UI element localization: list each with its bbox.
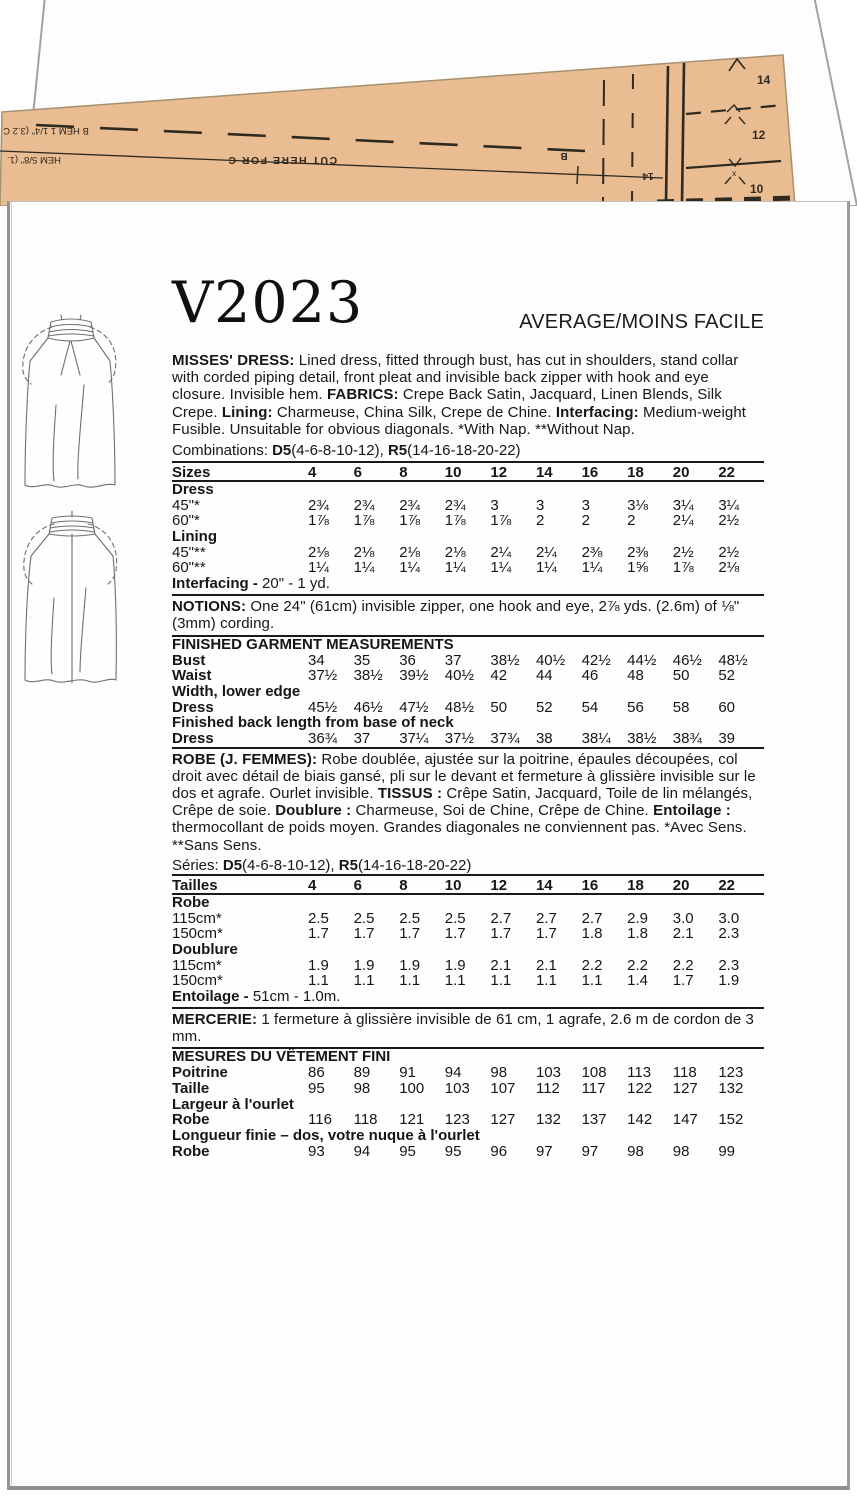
table-cell: 98 bbox=[627, 1142, 644, 1160]
table-row bbox=[172, 1081, 764, 1097]
table-cell: 60"** bbox=[172, 559, 206, 577]
table-cell: 122 bbox=[627, 1080, 653, 1098]
table-cell: 1.7 bbox=[535, 925, 557, 943]
table-cell: 121 bbox=[399, 1111, 425, 1129]
table-row bbox=[172, 926, 764, 942]
table-row bbox=[172, 545, 764, 561]
table-cell: 1.7 bbox=[444, 925, 466, 943]
table-cell: 127 bbox=[672, 1080, 698, 1098]
table-cell: Finished back length from base of neck bbox=[172, 714, 454, 732]
table-cell: 97 bbox=[535, 1142, 553, 1160]
table-cell: 8 bbox=[399, 876, 408, 894]
table-cell: 1⅞ bbox=[399, 512, 421, 530]
table-cell: 1.7 bbox=[490, 925, 512, 943]
tissue-size-14-label: 14 bbox=[757, 73, 771, 87]
text-segment: One 24" (61cm) invisible zipper, one hook and eye, 2⅞ yds. (2.6m) of ⅛" (3mm) cording. bbox=[172, 598, 740, 633]
table-cell: 40½ bbox=[444, 667, 474, 685]
text-segment: (14-16-18-20-22) bbox=[407, 442, 521, 460]
table-cell: 132 bbox=[535, 1111, 561, 1129]
table-cell: 1.1 bbox=[581, 972, 603, 990]
table-cell: 2⅜ bbox=[627, 543, 649, 561]
table-cell: Sizes bbox=[172, 464, 211, 482]
table-cell: 50 bbox=[672, 667, 690, 685]
dress-back-illustration bbox=[14, 508, 120, 696]
table-cell: Poitrine bbox=[172, 1064, 228, 1082]
table-cell: 38¼ bbox=[581, 729, 611, 747]
tissue-cut-here-label: CUT HERE FOR C bbox=[226, 154, 338, 166]
mercerie-line bbox=[172, 1009, 764, 1049]
table-cell: 1.9 bbox=[399, 956, 421, 974]
table-cell: 4 bbox=[308, 876, 317, 894]
table-cell: 2.5 bbox=[444, 909, 466, 927]
table-cell: 2 bbox=[535, 512, 545, 530]
table-cell: 3 bbox=[490, 496, 499, 514]
table-cell: 1¼ bbox=[308, 559, 329, 577]
table-cell: 20 bbox=[672, 464, 690, 482]
table-cell: 22 bbox=[718, 464, 736, 482]
table-cell: 38¾ bbox=[672, 729, 702, 747]
table-cell: 95 bbox=[308, 1080, 325, 1098]
table-cell: 107 bbox=[490, 1080, 516, 1098]
table-cell: 123 bbox=[718, 1064, 744, 1082]
table-cell: 44 bbox=[535, 667, 553, 685]
table-cell: 10 bbox=[444, 464, 462, 482]
table-cell: 142 bbox=[627, 1111, 653, 1129]
table-cell: 2.1 bbox=[535, 956, 557, 974]
table-cell: 98 bbox=[672, 1142, 690, 1160]
table-cell: 1.9 bbox=[308, 956, 329, 974]
table-cell: 50 bbox=[490, 698, 508, 716]
tissue-hem-label: HEM 5/8" (1. bbox=[6, 154, 62, 165]
table-cell: 2¼ bbox=[535, 543, 557, 561]
table-cell: 48½ bbox=[718, 651, 748, 669]
table-cell: 2.9 bbox=[627, 909, 649, 927]
text-segment: thermocollant de poids moyen. Grandes diagonales ne conviennent pas. *Avec Sens. **Sans Sens. bbox=[172, 819, 747, 854]
table-row bbox=[172, 1112, 764, 1128]
table-cell: 2½ bbox=[718, 543, 740, 561]
text-segment: R5 bbox=[387, 442, 408, 460]
table-cell: 1.1 bbox=[353, 972, 375, 990]
table-cell: 39 bbox=[718, 729, 736, 747]
text-segment: Crêpe Satin, Jacquard, Toile de lin mélangés, Crêpe de soie. bbox=[172, 785, 753, 820]
table-cell: 1⅞ bbox=[490, 512, 512, 530]
tissue-piece-size: 14 bbox=[642, 170, 654, 181]
text-segment: Crepe Back Satin, Jacquard, Linen Blends, Silk Crepe. bbox=[172, 386, 722, 421]
table-cell: 1⅝ bbox=[627, 559, 649, 577]
table-cell: 45"* bbox=[172, 496, 200, 514]
envelope-text-content bbox=[172, 270, 764, 1160]
table-cell: 2⅛ bbox=[399, 543, 421, 561]
table-cell: 118 bbox=[353, 1111, 378, 1129]
table-cell: 152 bbox=[718, 1111, 744, 1129]
table-cell: 1¼ bbox=[444, 559, 466, 577]
table-cell: 1.8 bbox=[581, 925, 603, 943]
table-cell: 94 bbox=[353, 1142, 371, 1160]
table-cell: 103 bbox=[444, 1080, 470, 1098]
table-cell: 18 bbox=[627, 464, 644, 482]
table-cell: 103 bbox=[535, 1064, 561, 1082]
table-cell: 2.7 bbox=[535, 909, 557, 927]
table-cell: 60 bbox=[718, 698, 736, 716]
envelope-back bbox=[7, 201, 850, 1490]
table-cell: Robe bbox=[172, 893, 210, 911]
table-cell: 2.7 bbox=[490, 909, 512, 927]
table-cell: 12 bbox=[490, 876, 508, 894]
table-cell: 147 bbox=[672, 1111, 698, 1129]
table-cell: 3.0 bbox=[718, 909, 740, 927]
table-cell: 2.3 bbox=[718, 925, 740, 943]
entoilage-line bbox=[172, 989, 764, 1009]
table-cell: 1.9 bbox=[718, 972, 740, 990]
table-cell: 86 bbox=[308, 1064, 325, 1082]
text-segment: TISSUS : bbox=[377, 785, 447, 803]
table-cell: 1.1 bbox=[535, 972, 557, 990]
interfacing-line bbox=[172, 576, 764, 596]
table-cell: 38½ bbox=[353, 667, 383, 685]
text-segment: 20" - 1 yd. bbox=[262, 575, 330, 593]
text-segment: NOTIONS: bbox=[172, 598, 251, 616]
table-cell: 6 bbox=[353, 876, 362, 894]
table-cell: 1⅞ bbox=[444, 512, 466, 530]
table-cell: 2¼ bbox=[672, 512, 694, 530]
tissue-piece-letter: B bbox=[560, 150, 568, 161]
table-cell: 123 bbox=[444, 1111, 470, 1129]
table-cell: 108 bbox=[581, 1064, 607, 1082]
table-cell: Dress bbox=[172, 729, 214, 747]
table-cell: 132 bbox=[718, 1080, 744, 1098]
table-cell: 20 bbox=[672, 876, 690, 894]
table-cell: 1¼ bbox=[490, 559, 512, 577]
finished-measurements-heading-fr: MESURES DU VÊTEMENT FINI bbox=[172, 1048, 391, 1066]
table-cell: 46½ bbox=[672, 651, 702, 669]
table-cell: 48 bbox=[627, 667, 644, 685]
text-segment: FABRICS: bbox=[326, 386, 403, 404]
table-cell: 1.7 bbox=[308, 925, 329, 943]
yardage-table-english bbox=[172, 461, 764, 576]
text-segment: Charmeuse, China Silk, Crepe de Chine. bbox=[276, 403, 556, 421]
text-segment: (14-16-18-20-22) bbox=[357, 856, 472, 874]
table-cell: 112 bbox=[535, 1080, 560, 1098]
table-cell: 95 bbox=[444, 1142, 462, 1160]
table-cell: 16 bbox=[581, 876, 599, 894]
text-segment: Medium-weight Fusible. Unsuitable for obvious diagonals. *With Nap. **Without Nap. bbox=[172, 403, 747, 438]
table-cell: 115cm* bbox=[172, 956, 222, 974]
table-cell: 2⅛ bbox=[718, 559, 740, 577]
text-segment: (4-6-8-10-12), bbox=[242, 856, 339, 874]
text-segment: Robe doublée, ajustée sur la poitrine, épaules découpées, col droit avec détail de biais gansé, pli sur le devant et fermeture à glissière invisible sur le dos et agrafe. Ourlet invisible. bbox=[172, 750, 756, 803]
table-cell: Longueur finie – dos, votre nuque à l'ourlet bbox=[172, 1127, 480, 1145]
table-cell: Tailles bbox=[172, 876, 218, 894]
dress-front-illustration bbox=[14, 313, 120, 501]
table-cell: 2¾ bbox=[444, 496, 466, 514]
table-cell: 1⅞ bbox=[308, 512, 329, 530]
title-row bbox=[172, 270, 764, 344]
envelope-left-inner-edge bbox=[11, 202, 12, 1486]
table-cell: 60"* bbox=[172, 512, 200, 530]
table-cell: 1.9 bbox=[353, 956, 375, 974]
table-cell: 2.1 bbox=[490, 956, 512, 974]
table-cell: 10 bbox=[444, 876, 462, 894]
table-cell: 98 bbox=[490, 1064, 508, 1082]
table-cell: 46 bbox=[581, 667, 599, 685]
table-cell: 1¼ bbox=[353, 559, 375, 577]
table-row bbox=[172, 1097, 764, 1113]
table-cell: 98 bbox=[353, 1080, 371, 1098]
table-cell: 3¼ bbox=[718, 496, 740, 514]
table-cell: 115cm* bbox=[172, 909, 222, 927]
table-cell: 2.3 bbox=[718, 956, 740, 974]
table-cell: 3 bbox=[581, 496, 590, 514]
envelope-flap-and-tissue bbox=[0, 0, 857, 206]
table-cell: 14 bbox=[535, 876, 553, 894]
text-segment: Doublure : bbox=[275, 802, 356, 820]
text-segment: D5 bbox=[272, 442, 292, 460]
table-cell: 95 bbox=[399, 1142, 416, 1160]
table-cell: 2.2 bbox=[672, 956, 694, 974]
table-cell: 1⅞ bbox=[672, 559, 694, 577]
table-cell: 1¼ bbox=[399, 559, 421, 577]
table-cell: 34 bbox=[308, 651, 325, 669]
table-row bbox=[172, 684, 764, 700]
table-cell: 1.9 bbox=[444, 956, 466, 974]
table-cell: 113 bbox=[627, 1064, 652, 1082]
table-cell: Bust bbox=[172, 651, 206, 669]
table-cell: 2.2 bbox=[627, 956, 649, 974]
table-cell: 2⅛ bbox=[353, 543, 375, 561]
table-cell: 1.7 bbox=[353, 925, 375, 943]
table-cell: 2⅜ bbox=[581, 543, 603, 561]
table-cell: 3.0 bbox=[672, 909, 694, 927]
table-row bbox=[172, 942, 764, 958]
table-cell: 2½ bbox=[718, 512, 740, 530]
table-cell: 2 bbox=[627, 512, 636, 530]
table-cell: Dress bbox=[172, 481, 214, 499]
table-cell: 36 bbox=[399, 651, 416, 669]
table-cell: 93 bbox=[308, 1142, 325, 1160]
text-segment: R5 bbox=[338, 856, 358, 874]
table-cell: 2½ bbox=[672, 543, 694, 561]
table-cell: 1.1 bbox=[444, 972, 466, 990]
tissue-x-mark: x bbox=[732, 168, 737, 178]
text-segment: Interfacing: bbox=[555, 403, 644, 421]
text-segment: Entoilage - bbox=[172, 988, 253, 1006]
table-cell: 1.1 bbox=[399, 972, 421, 990]
text-segment: Combinations: bbox=[172, 442, 273, 460]
table-cell: 1.7 bbox=[399, 925, 421, 943]
table-cell: 1.1 bbox=[308, 972, 329, 990]
combinations-line bbox=[172, 443, 764, 459]
table-cell: 22 bbox=[718, 876, 736, 894]
table-cell: 14 bbox=[535, 464, 553, 482]
table-cell: 91 bbox=[399, 1064, 416, 1082]
table-row bbox=[172, 498, 764, 514]
table-cell: 1.7 bbox=[672, 972, 694, 990]
table-cell: 99 bbox=[718, 1142, 736, 1160]
table-cell: Robe bbox=[172, 1142, 210, 1160]
table-cell: 2¾ bbox=[353, 496, 375, 514]
table-cell: 18 bbox=[627, 876, 644, 894]
text-segment: Entoilage : bbox=[653, 802, 731, 820]
table-cell: 1.8 bbox=[627, 925, 649, 943]
series-line bbox=[172, 858, 764, 874]
table-cell: 2.5 bbox=[308, 909, 329, 927]
table-cell: 35 bbox=[353, 651, 371, 669]
table-cell: 48½ bbox=[444, 698, 474, 716]
table-cell: 52 bbox=[718, 667, 736, 685]
table-row bbox=[172, 668, 764, 684]
table-cell: Waist bbox=[172, 667, 212, 685]
table-cell: 37 bbox=[444, 651, 462, 669]
table-cell: 1¼ bbox=[581, 559, 603, 577]
table-cell: 3⅛ bbox=[627, 496, 649, 514]
table-cell: 97 bbox=[581, 1142, 599, 1160]
table-cell: 38½ bbox=[627, 729, 657, 747]
table-cell: Doublure bbox=[172, 940, 238, 958]
text-segment: Charmeuse, Soi de Chine, Crêpe de Chine. bbox=[355, 802, 654, 820]
table-cell: 38 bbox=[535, 729, 553, 747]
pattern-number: V2023 bbox=[172, 270, 364, 336]
table-cell: 150cm* bbox=[172, 925, 223, 943]
table-row bbox=[172, 529, 764, 545]
text-segment: ROBE (J. FEMMES): bbox=[172, 750, 322, 768]
table-cell: 4 bbox=[308, 464, 317, 482]
table-row bbox=[172, 700, 764, 716]
table-cell: 117 bbox=[581, 1080, 606, 1098]
table-cell: 150cm* bbox=[172, 972, 223, 990]
table-cell: 2⅛ bbox=[308, 543, 329, 561]
table-cell: 2¾ bbox=[308, 496, 329, 514]
table-row bbox=[172, 973, 764, 989]
tissue-hem-b-label: B HEM 1 1/4" (3.2 C bbox=[3, 125, 89, 136]
text-segment: 51cm - 1.0m. bbox=[252, 988, 341, 1006]
table-row bbox=[172, 731, 764, 747]
table-row bbox=[172, 911, 764, 927]
table-cell: 2¼ bbox=[490, 543, 512, 561]
text-segment: 1 fermeture à glissière invisible de 61 cm, 1 agrafe, 2.6 m de cordon de 3 mm. bbox=[172, 1011, 755, 1046]
difficulty-label: AVERAGE/MOINS FACILE bbox=[519, 311, 764, 333]
text-segment: MISSES' DRESS: bbox=[172, 352, 299, 369]
table-cell: 37¾ bbox=[490, 729, 520, 747]
table-cell: 137 bbox=[581, 1111, 607, 1129]
table-cell: 45"** bbox=[172, 543, 206, 561]
table-cell: 2.2 bbox=[581, 956, 603, 974]
text-segment: D5 bbox=[222, 856, 243, 874]
table-cell: 127 bbox=[490, 1111, 516, 1129]
description-english bbox=[172, 352, 764, 438]
table-cell: 47½ bbox=[399, 698, 429, 716]
table-header-row bbox=[172, 461, 764, 482]
table-cell: Robe bbox=[172, 1111, 210, 1129]
table-row bbox=[172, 1065, 764, 1081]
table-cell: 1.4 bbox=[627, 972, 649, 990]
table-row bbox=[172, 560, 764, 576]
table-cell: 3 bbox=[535, 496, 545, 514]
table-cell: 39½ bbox=[399, 667, 429, 685]
text-segment: Séries: bbox=[172, 856, 223, 874]
table-cell: 40½ bbox=[535, 651, 566, 669]
finished-measurements-table-en bbox=[172, 653, 764, 749]
table-row bbox=[172, 958, 764, 974]
table-cell: 42½ bbox=[581, 651, 611, 669]
table-cell: 2 bbox=[581, 512, 590, 530]
table-cell: 38½ bbox=[490, 651, 520, 669]
table-cell: 37 bbox=[353, 729, 371, 747]
table-cell: 37½ bbox=[308, 667, 338, 685]
table-cell: 100 bbox=[399, 1080, 425, 1098]
table-row bbox=[172, 653, 764, 669]
finished-measurements-table-fr bbox=[172, 1065, 764, 1159]
table-cell: 6 bbox=[353, 464, 362, 482]
table-cell: Dress bbox=[172, 698, 214, 716]
table-cell: 45½ bbox=[308, 698, 338, 716]
table-cell: 89 bbox=[353, 1064, 371, 1082]
table-row bbox=[172, 715, 764, 731]
table-cell: 56 bbox=[627, 698, 644, 716]
table-cell: 1⅞ bbox=[353, 512, 375, 530]
table-cell: 118 bbox=[672, 1064, 697, 1082]
text-segment: Lining: bbox=[221, 403, 277, 421]
table-cell: 16 bbox=[581, 464, 599, 482]
table-cell: 96 bbox=[490, 1142, 508, 1160]
table-cell: 54 bbox=[581, 698, 599, 716]
table-cell: 94 bbox=[444, 1064, 462, 1082]
table-row bbox=[172, 482, 764, 498]
table-cell: Width, lower edge bbox=[172, 682, 301, 700]
description-french bbox=[172, 751, 764, 854]
text-segment: Interfacing - bbox=[172, 575, 263, 593]
yardage-table-french bbox=[172, 874, 764, 989]
text-segment: (4-6-8-10-12), bbox=[291, 442, 388, 460]
table-cell: Largeur à l'ourlet bbox=[172, 1095, 294, 1113]
table-row bbox=[172, 1128, 764, 1144]
finished-measurements-heading-en: FINISHED GARMENT MEASUREMENTS bbox=[172, 635, 454, 653]
table-cell: 42 bbox=[490, 667, 508, 685]
table-row bbox=[172, 1144, 764, 1160]
table-cell: 3¼ bbox=[672, 496, 694, 514]
table-cell: 2⅛ bbox=[444, 543, 466, 561]
table-header-row bbox=[172, 874, 764, 895]
table-cell: 8 bbox=[399, 464, 408, 482]
text-segment: MERCERIE: bbox=[172, 1011, 262, 1029]
table-cell: 1.1 bbox=[490, 972, 512, 990]
table-row bbox=[172, 513, 764, 529]
table-cell: 116 bbox=[308, 1111, 332, 1129]
table-cell: 12 bbox=[490, 464, 508, 482]
tissue-size-10-label: 10 bbox=[750, 182, 764, 196]
table-cell: 52 bbox=[535, 698, 553, 716]
table-cell: Taille bbox=[172, 1080, 210, 1098]
table-cell: 2¾ bbox=[399, 496, 421, 514]
table-cell: 37½ bbox=[444, 729, 474, 747]
table-cell: 2.1 bbox=[672, 925, 694, 943]
notions-line bbox=[172, 596, 764, 636]
table-cell: 1¼ bbox=[535, 559, 557, 577]
table-cell: 2.5 bbox=[353, 909, 375, 927]
table-cell: 44½ bbox=[627, 651, 657, 669]
table-cell: 58 bbox=[672, 698, 690, 716]
tissue-size-12-label: 12 bbox=[752, 128, 766, 142]
table-cell: 2.7 bbox=[581, 909, 603, 927]
table-cell: 37¼ bbox=[399, 729, 429, 747]
table-cell: Lining bbox=[172, 528, 217, 546]
table-cell: 36¾ bbox=[308, 729, 338, 747]
text-segment: Lined dress, fitted through bust, has cut in shoulders, stand collar with corded piping detail, front pleat and invisible back zipper with hook and eye closure. Invisible hem. bbox=[172, 352, 739, 404]
table-row bbox=[172, 895, 764, 911]
table-cell: 2.5 bbox=[399, 909, 421, 927]
table-cell: 46½ bbox=[353, 698, 383, 716]
